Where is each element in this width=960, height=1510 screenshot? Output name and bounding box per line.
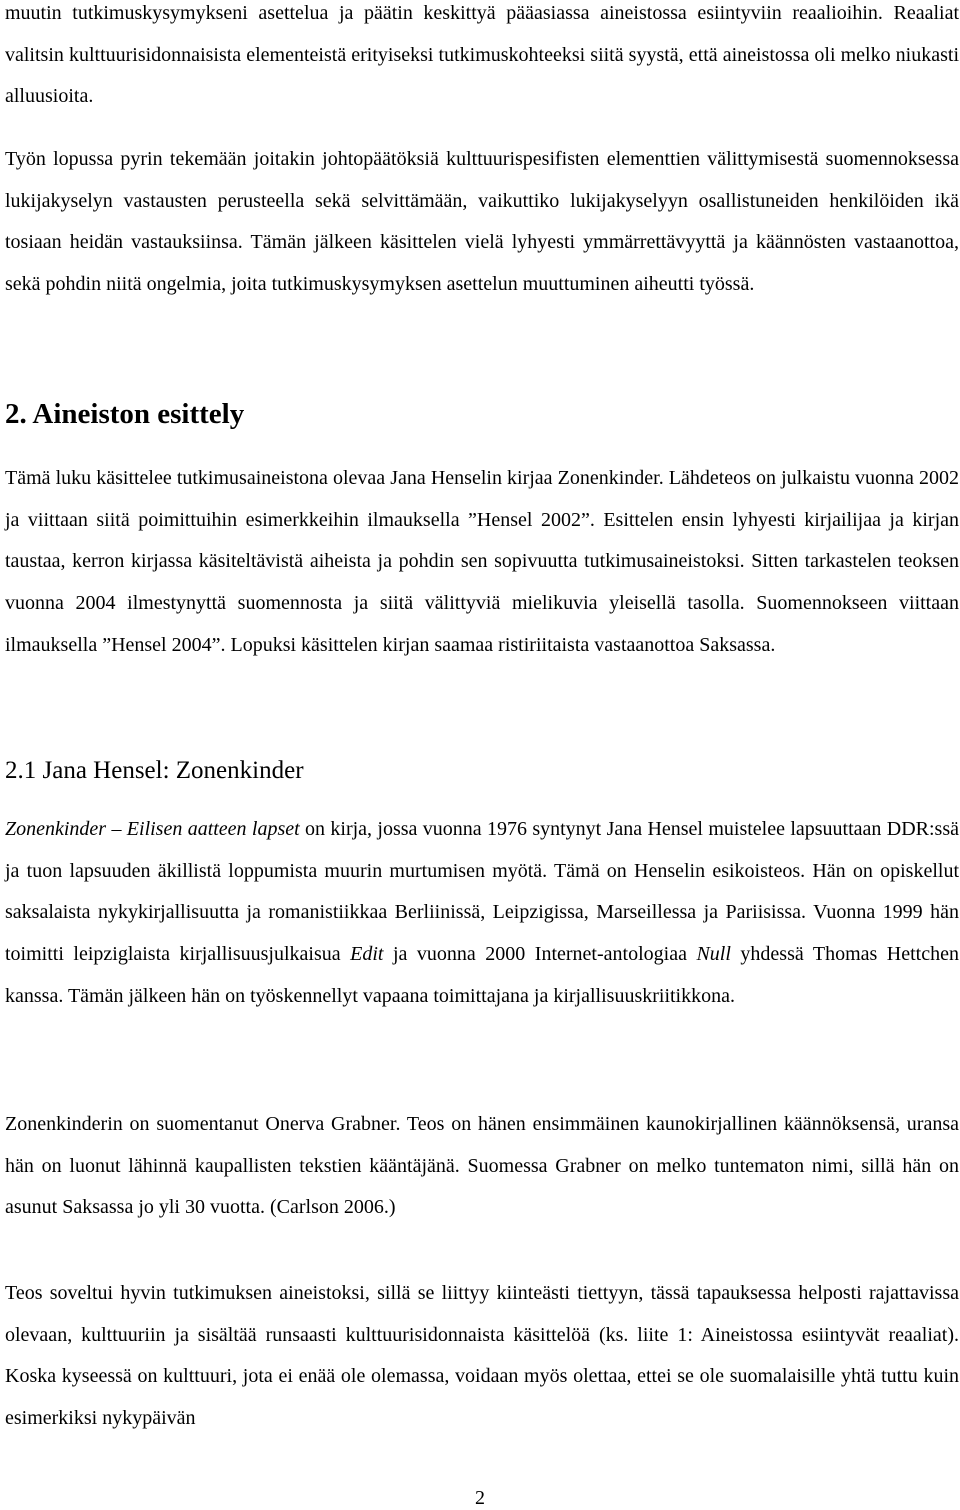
section-2-heading: 2. Aineiston esittely: [5, 398, 245, 430]
text-run: yhdessä Thomas Hettchen kanssa. Tämän jälkeen hän on työskennellyt vapaana toimittajana ja kirjallisuuskriitikkona.: [5, 943, 959, 1007]
section-2-1-heading: 2.1 Jana Hensel: Zonenkinder: [5, 757, 304, 784]
page-number: 2: [475, 1487, 485, 1509]
paragraph-conclusions: Työn lopussa pyrin tekemään joitakin johtopäätöksiä kulttuurispesifisten elementtien välittymisestä suomennoksessa lukijakyselyn vastausten perusteella sekä selvittämään, vaikuttiko lukijakyselyyn osallistuneiden henkilöiden ikä tosiaan heidän vastauksiinsa. Tämän jälkeen käsittelen vielä lyhyesti ymmärrettävyyttä ja käännösten vastaanottoa, sekä pohdin niitä ongelmia, joita tutkimuskysymyksen asettelun muuttuminen aiheutti työssä.: [5, 148, 959, 296]
intro-paragraph-continuation: muutin tutkimuskysymykseni asettelua ja päätin keskittyä pääasiassa aineistossa esiintyviin reaalioihin. Reaaliat valitsin kulttuurisidonnaisista elementeistä erityiseksi tutkimuskohteeksi siitä syystä, että aineistossa oli melko niukasti alluusioita.: [5, 2, 959, 108]
section-2-1-paragraph-2: Zonenkinderin on suomentanut Onerva Grabner. Teos on hänen ensimmäinen kaunokirjallinen käännöksensä, uransa hän on luonut lähinnä kaupallisten tekstien kääntäjänä. Suomessa Grabner on melko tuntematon nimi, sillä hän on asunut Saksassa jo yli 30 vuotta. (Carlson 2006.): [5, 1113, 959, 1219]
publication-title-edit: Edit: [350, 943, 384, 966]
section-2-paragraph: Tämä luku käsittelee tutkimusaineistona olevaa Jana Henselin kirjaa Zonenkinder. Lähdeteos on julkaistu vuonna 2002 ja viittaan siitä poimittuihin esimerkkeihin ilmauksella ”Hensel 2002”. Esittelen ensin lyhyesti kirjailijaa ja kirjan taustaa, kerron kirjassa käsiteltävistä aiheista ja pohdin sen sopivuutta tutkimusaineistoksi. Sitten tarkastelen teoksen vuonna 2004 ilmestynyttä suomennosta ja siitä välittyviä mielikuvia yleisellä tasolla. Suomennokseen viittaan ilmauksella ”Hensel 2004”. Lopuksi käsittelen kirjan saamaa ristiriitaista vastaanottoa Saksassa.: [5, 467, 959, 656]
section-2-1-paragraph-1: [5, 809, 959, 1018]
text-run: ja vuonna 2000 Internet-antologiaa: [383, 943, 697, 966]
publication-title-null: Null: [696, 943, 731, 966]
section-2-1-paragraph-3: Teos soveltui hyvin tutkimuksen aineistoksi, sillä se liittyy kiinteästi tiettyyn, tässä tapauksessa helposti rajattavissa olevaan, kulttuuriin ja sisältää runsaasti kulttuurisidonnaista käsittelöä (ks. liite 1: Aineistossa esiintyvät reaaliat). Koska kyseessä on kulttuuri, jota ei enää ole olemassa, voidaan myös olettaa, ettei se ole suomalaisille yhtä tuttu kuin esimerkiksi nykypäivän: [5, 1282, 959, 1430]
book-title: Zonenkinder – Eilisen aatteen lapset: [5, 818, 300, 840]
text-run: on kirja, jossa vuonna 1976 syntynyt Jana Hensel muistelee lapsuuttaan DDR:ssä ja tuon lapsuuden äkillistä loppumista muurin murtumisen myötä. Tämä on Henselin esikoisteos. Hän on opiskellut saksalaista nykykirjallisuutta ja romanistiikkaa Berliinissä, Leipzigissa, Marseillessa ja Pariisissa. Vuonna 1999 hän toimitti leipziglaista kirjallisuusjulkaisua: [5, 818, 959, 966]
